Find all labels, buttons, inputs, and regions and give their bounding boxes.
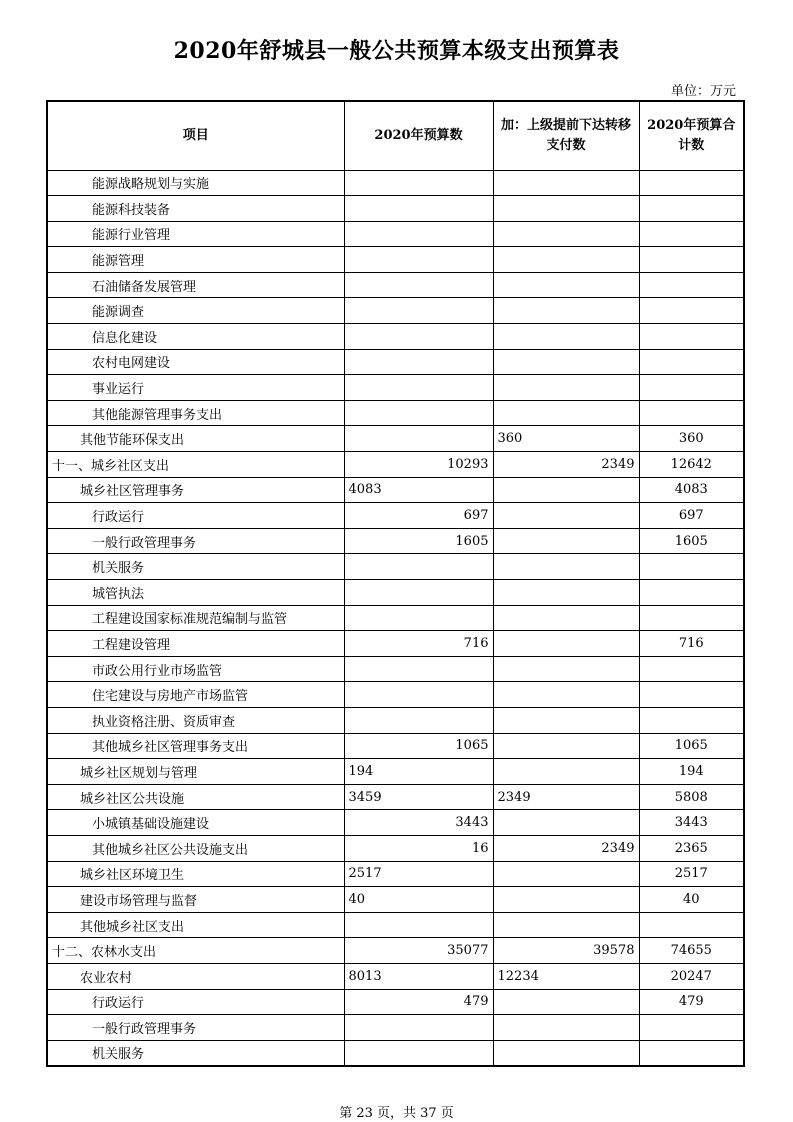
budget-cell [344, 221, 493, 247]
transfer-cell [493, 912, 639, 938]
table-row [47, 707, 744, 733]
item-cell: 工程建设管理 [47, 631, 344, 657]
total-cell: 716 [639, 631, 744, 657]
budget-cell: 40 [344, 887, 493, 913]
table-row [47, 400, 744, 426]
item-cell: 建设市场管理与监督 [47, 887, 344, 913]
total-cell: 2365 [639, 835, 744, 861]
budget-cell [344, 324, 493, 350]
table-row [47, 247, 744, 273]
budget-cell [344, 247, 493, 273]
item-cell: 十二、农林水支出 [47, 938, 344, 964]
transfer-cell: 360 [493, 426, 639, 452]
total-cell: 1065 [639, 733, 744, 759]
total-cell: 194 [639, 759, 744, 785]
item-cell: 能源战略规划与实施 [47, 170, 344, 196]
total-cell [639, 605, 744, 631]
transfer-cell: 2349 [493, 784, 639, 810]
total-cell: 2517 [639, 861, 744, 887]
item-cell: 行政运行 [47, 503, 344, 529]
transfer-cell [493, 503, 639, 529]
table-row [47, 963, 744, 989]
total-cell [639, 400, 744, 426]
transfer-cell [493, 170, 639, 196]
table-row [47, 221, 744, 247]
total-cell: 479 [639, 989, 744, 1015]
transfer-cell [493, 759, 639, 785]
budget-cell [344, 375, 493, 401]
total-cell: 360 [639, 426, 744, 452]
column-header-item: 项目 [47, 101, 344, 170]
transfer-cell [493, 605, 639, 631]
transfer-cell [493, 1015, 639, 1041]
table-row [47, 733, 744, 759]
total-cell [639, 324, 744, 350]
transfer-cell [493, 554, 639, 580]
table-row [47, 912, 744, 938]
item-cell: 农业农村 [47, 963, 344, 989]
total-cell [639, 170, 744, 196]
item-cell: 住宅建设与房地产市场监管 [47, 682, 344, 708]
item-cell: 城乡社区环境卫生 [47, 861, 344, 887]
transfer-cell [493, 221, 639, 247]
item-cell: 一般行政管理事务 [47, 1015, 344, 1041]
transfer-cell: 12234 [493, 963, 639, 989]
total-cell [639, 349, 744, 375]
budget-cell: 1065 [344, 733, 493, 759]
item-cell: 市政公用行业市场监管 [47, 656, 344, 682]
budget-cell: 8013 [344, 963, 493, 989]
budget-cell [344, 196, 493, 222]
column-header-transfer: 加：上级提前下达转移支付数 [493, 101, 639, 170]
budget-cell [344, 707, 493, 733]
table-row [47, 784, 744, 810]
table-row [47, 375, 744, 401]
table-row [47, 554, 744, 580]
transfer-cell: 2349 [493, 452, 639, 478]
total-cell [639, 1015, 744, 1041]
item-cell: 城乡社区规划与管理 [47, 759, 344, 785]
transfer-cell: 39578 [493, 938, 639, 964]
table-row [47, 426, 744, 452]
transfer-cell [493, 400, 639, 426]
table-row [47, 1040, 744, 1066]
budget-cell: 3459 [344, 784, 493, 810]
total-cell [639, 375, 744, 401]
unit-label: 单位：万元 [670, 84, 736, 99]
budget-cell: 16 [344, 835, 493, 861]
transfer-cell [493, 707, 639, 733]
item-cell: 事业运行 [47, 375, 344, 401]
budget-cell [344, 656, 493, 682]
budget-cell [344, 682, 493, 708]
page-title: 2020年舒城县一般公共预算本级支出预算表 [173, 38, 620, 64]
total-cell: 20247 [639, 963, 744, 989]
table-row [47, 835, 744, 861]
table-row [47, 861, 744, 887]
table-row [47, 452, 744, 478]
budget-cell: 697 [344, 503, 493, 529]
transfer-cell [493, 887, 639, 913]
total-cell [639, 707, 744, 733]
table-row [47, 656, 744, 682]
item-cell: 机关服务 [47, 554, 344, 580]
total-cell [639, 580, 744, 606]
budget-cell: 35077 [344, 938, 493, 964]
item-cell: 小城镇基础设施建设 [47, 810, 344, 836]
table-row [47, 938, 744, 964]
item-cell: 其他城乡社区支出 [47, 912, 344, 938]
budget-cell: 4083 [344, 477, 493, 503]
total-cell: 1605 [639, 528, 744, 554]
transfer-cell [493, 477, 639, 503]
transfer-cell [493, 196, 639, 222]
transfer-cell [493, 1040, 639, 1066]
item-cell: 执业资格注册、资质审查 [47, 707, 344, 733]
item-cell: 城乡社区管理事务 [47, 477, 344, 503]
budget-cell: 1605 [344, 528, 493, 554]
budget-cell [344, 554, 493, 580]
table-row [47, 349, 744, 375]
transfer-cell [493, 631, 639, 657]
total-cell [639, 554, 744, 580]
item-cell: 其他能源管理事务支出 [47, 400, 344, 426]
transfer-cell [493, 298, 639, 324]
item-cell: 其他城乡社区公共设施支出 [47, 835, 344, 861]
budget-cell [344, 349, 493, 375]
column-header-budget: 2020年预算数 [344, 101, 493, 170]
total-cell [639, 682, 744, 708]
total-cell [639, 221, 744, 247]
transfer-cell [493, 656, 639, 682]
transfer-cell [493, 580, 639, 606]
total-cell: 74655 [639, 938, 744, 964]
budget-cell: 479 [344, 989, 493, 1015]
budget-cell: 716 [344, 631, 493, 657]
total-cell: 12642 [639, 452, 744, 478]
table-row [47, 580, 744, 606]
budget-cell [344, 400, 493, 426]
budget-cell: 2517 [344, 861, 493, 887]
item-cell: 农村电网建设 [47, 349, 344, 375]
item-cell: 一般行政管理事务 [47, 528, 344, 554]
item-cell: 机关服务 [47, 1040, 344, 1066]
transfer-cell [493, 349, 639, 375]
table-row [47, 759, 744, 785]
total-cell: 40 [639, 887, 744, 913]
budget-cell: 10293 [344, 452, 493, 478]
table-row [47, 324, 744, 350]
table-row [47, 272, 744, 298]
item-cell: 城乡社区公共设施 [47, 784, 344, 810]
item-cell: 能源科技装备 [47, 196, 344, 222]
transfer-cell [493, 989, 639, 1015]
total-cell [639, 272, 744, 298]
item-cell: 行政运行 [47, 989, 344, 1015]
table-row [47, 196, 744, 222]
total-cell [639, 656, 744, 682]
transfer-cell [493, 733, 639, 759]
budget-cell [344, 170, 493, 196]
item-cell: 信息化建设 [47, 324, 344, 350]
total-cell: 3443 [639, 810, 744, 836]
transfer-cell [493, 861, 639, 887]
table-row [47, 503, 744, 529]
item-cell: 十一、城乡社区支出 [47, 452, 344, 478]
table-row [47, 682, 744, 708]
transfer-cell [493, 272, 639, 298]
item-cell: 能源调查 [47, 298, 344, 324]
budget-cell: 3443 [344, 810, 493, 836]
item-cell: 其他节能环保支出 [47, 426, 344, 452]
budget-cell [344, 298, 493, 324]
transfer-cell [493, 682, 639, 708]
budget-table [46, 100, 745, 1067]
table-row [47, 605, 744, 631]
item-cell: 工程建设国家标准规范编制与监管 [47, 605, 344, 631]
budget-cell [344, 912, 493, 938]
page-footer: 第 23 页，共 37 页 [339, 1106, 454, 1121]
total-cell [639, 247, 744, 273]
transfer-cell [493, 528, 639, 554]
table-row [47, 170, 744, 196]
budget-cell [344, 1040, 493, 1066]
budget-cell: 194 [344, 759, 493, 785]
budget-cell [344, 1015, 493, 1041]
total-cell [639, 196, 744, 222]
table-row [47, 477, 744, 503]
column-header-total: 2020年预算合计数 [639, 101, 744, 170]
budget-cell [344, 605, 493, 631]
total-cell: 4083 [639, 477, 744, 503]
table-header-row [47, 101, 744, 170]
total-cell [639, 1040, 744, 1066]
budget-cell [344, 426, 493, 452]
budget-cell [344, 272, 493, 298]
item-cell: 能源行业管理 [47, 221, 344, 247]
table-row [47, 631, 744, 657]
item-cell: 能源管理 [47, 247, 344, 273]
transfer-cell: 2349 [493, 835, 639, 861]
item-cell: 石油储备发展管理 [47, 272, 344, 298]
table-body [47, 170, 744, 1066]
total-cell: 5808 [639, 784, 744, 810]
table-row [47, 1015, 744, 1041]
table-row [47, 810, 744, 836]
table-row [47, 887, 744, 913]
budget-cell [344, 580, 493, 606]
transfer-cell [493, 247, 639, 273]
transfer-cell [493, 324, 639, 350]
item-cell: 其他城乡社区管理事务支出 [47, 733, 344, 759]
transfer-cell [493, 375, 639, 401]
table-row [47, 989, 744, 1015]
total-cell [639, 298, 744, 324]
table-row [47, 528, 744, 554]
transfer-cell [493, 810, 639, 836]
total-cell: 697 [639, 503, 744, 529]
table-row [47, 298, 744, 324]
item-cell: 城管执法 [47, 580, 344, 606]
total-cell [639, 912, 744, 938]
